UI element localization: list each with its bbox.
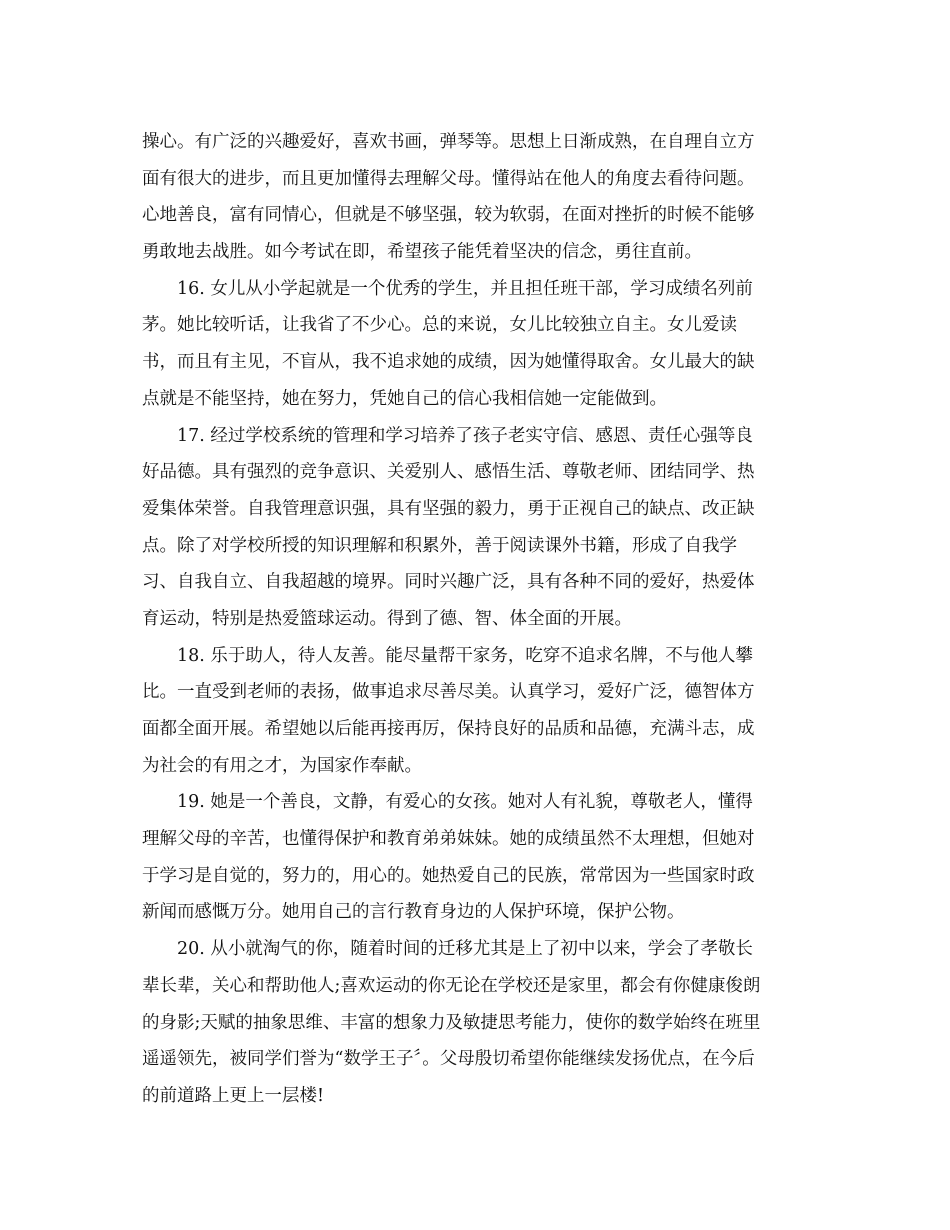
- text-line: 比。一直受到老师的表扬，做事追求尽善尽美。认真学习，爱好广泛，德智体方: [142, 682, 755, 703]
- text-line: 面都全面开展。希望她以后能再接再厉，保持良好的品质和品德，充满斗志，成: [142, 719, 755, 739]
- paragraph-continuation: [142, 124, 812, 271]
- text-line: 点就是不能坚持，她在努力，凭她自己的信心我相信她一定能做到。: [142, 388, 667, 409]
- paragraph-item-17: [142, 418, 812, 638]
- text-line: 18. 乐于助人，待人友善。能尽量帮干家务，吃穿不追求名牌，不与他人攀: [177, 645, 753, 666]
- text-line: 点。除了对学校所授的知识理解和积累外，善于阅读课外书籍，形成了自我学: [142, 535, 737, 556]
- text-line: 勇敢地去战胜。如今考试在即，希望孩子能凭着坚决的信念，勇往直前。: [142, 242, 702, 263]
- paragraph-item-19: [142, 784, 812, 931]
- text-line: 习、自我自立、自我超越的境界。同时兴趣广泛，具有各种不同的爱好，热爱体: [142, 572, 755, 593]
- paragraph-item-18: [142, 638, 812, 785]
- text-line: 的前道路上更上一层楼!: [142, 1085, 325, 1106]
- document-body: [142, 124, 812, 1115]
- text-line: 遥遥领先，被同学们誉为“数学王子〞。父母殷切希望你能继续发扬优点，在今后: [142, 1049, 755, 1070]
- paragraph-item-16: [142, 271, 812, 418]
- text-line: 好品德。具有强烈的竞争意识、关爱别人、感悟生活、尊敬老师、团结同学、热: [142, 462, 755, 483]
- paragraph-item-20: [142, 931, 812, 1114]
- text-line: 爱集体荣誉。自我管理意识强，具有坚强的毅力，勇于正视自己的缺点、改正缺: [142, 498, 755, 519]
- text-line: 20. 从小就淘气的你，随着时间的迁移尤其是上了初中以来，学会了孝敬长: [177, 939, 753, 960]
- text-line: 的身影;天赋的抽象思维、丰富的想象力及敏捷思考能力，使你的数学始终在班里: [142, 1012, 761, 1033]
- text-line: 操心。有广泛的兴趣爱好，喜欢书画，弹琴等。思想上日渐成熟，在自理自立方: [142, 132, 755, 152]
- text-line: 辈长辈，关心和帮助他人;喜欢运动的你无论在学校还是家里，都会有你健康俊朗: [142, 975, 761, 996]
- text-line: 新闻而感慨万分。她用自己的言行教育身边的人保护环境，保护公物。: [142, 902, 685, 923]
- text-line: 育运动，特别是热爱篮球运动。得到了德、智、体全面的开展。: [142, 608, 632, 629]
- text-line: 茅。她比较听话，让我省了不少心。总的来说，女儿比较独立自主。女儿爱读: [142, 315, 737, 336]
- text-line: 于学习是自觉的，努力的，用心的。她热爱自己的民族，常常因为一些国家时政: [142, 865, 755, 886]
- text-line: 17. 经过学校系统的管理和学习培养了孩子老实守信、感恩、责任心强等良: [177, 425, 753, 446]
- text-line: 心地善良，富有同情心，但就是不够坚强，较为软弱，在面对挫折的时候不能够: [142, 205, 755, 226]
- text-line: 19. 她是一个善良，文静，有爱心的女孩。她对人有礼貌，尊敬老人，懂得: [177, 792, 753, 813]
- text-line: 16. 女儿从小学起就是一个优秀的学生，并且担任班干部，学习成绩名列前: [177, 278, 753, 299]
- text-line: 理解父母的辛苦，也懂得保护和教育弟弟妹妹。她的成绩虽然不太理想，但她对: [142, 829, 755, 850]
- text-line: 面有很大的进步，而且更加懂得去理解父母。懂得站在他人的角度去看待问题。: [142, 168, 755, 189]
- text-line: 为社会的有用之才，为国家作奉献。: [142, 755, 422, 776]
- text-line: 书，而且有主见，不盲从，我不追求她的成绩，因为她懂得取舍。女儿最大的缺: [142, 352, 755, 373]
